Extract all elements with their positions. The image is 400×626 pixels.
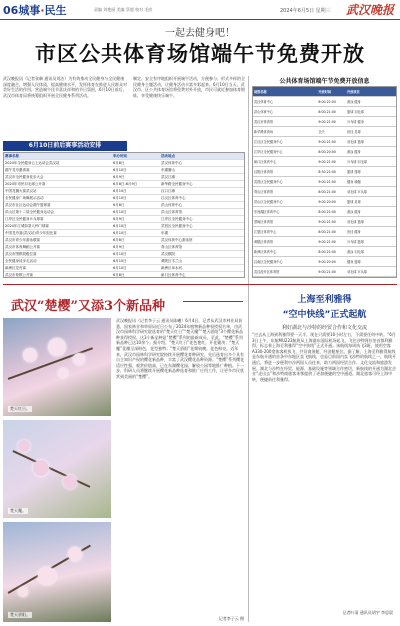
schedule-table-cell: 武汉体育中心游泳馆 (161, 238, 193, 242)
venue-table-header-cell: 场馆名称 (254, 90, 267, 94)
venue-table-row (253, 157, 396, 167)
venue-table-cell: 9:00-21:00 (318, 180, 336, 184)
schedule-table-row (4, 223, 244, 230)
venue-table-cell: 9:00-21:00 (318, 220, 336, 224)
venue-table-cell: 8:00-20:00 (318, 150, 336, 154)
flight-article-header (252, 292, 397, 331)
schedule-table-cell: 6月10日 (113, 210, 127, 214)
schedule-table-cell: 武昌区全民健身中心 (161, 224, 193, 228)
cherry-photo-1 (3, 318, 111, 416)
schedule-table-cell: 武汉市青少年游泳联赛 (5, 238, 40, 242)
venue-table-cell: 健身 篮球 (346, 260, 361, 264)
venue-table-cell: 羽毛球 乒乓球 (346, 190, 368, 194)
schedule-table-cell: 6月10日 (113, 168, 127, 172)
cherry-article-title: 武汉“楚樱”又添3个新品种 (11, 299, 166, 314)
schedule-table-cell: 2024年市民羽毛球公开赛 (5, 182, 46, 186)
venue-table-cell: 游泳 羽毛球 (346, 250, 364, 254)
schedule-table-cell: 6月10日 (113, 266, 127, 270)
venue-table-cell: 篮球 排球 (346, 170, 361, 174)
schedule-table-cell: 黄陂区木兰山 (161, 259, 182, 263)
schedule-table-row (4, 237, 244, 244)
schedule-table-row (4, 244, 244, 251)
venue-table-cell: 武汉体育中心 (254, 100, 274, 104)
column-divider (248, 76, 249, 622)
venue-table-cell: 武汉经开区体育馆 (254, 270, 280, 274)
schedule-table-header-cell: 赛事名称 (5, 154, 19, 158)
schedule-table-cell: 新洲区举水河 (161, 266, 182, 270)
venue-table-cell: 江岸区全民健身中心 (254, 150, 283, 154)
venue-table-cell: 6:00-22:00 (318, 100, 336, 104)
venue-table-cell: 9:00-20:00 (318, 260, 336, 264)
venue-table-row (253, 267, 396, 277)
schedule-table-cell: 中国龙舟赛(武汉站)青少年组比赛 (5, 231, 57, 235)
schedule-table-row (4, 251, 244, 258)
venue-table-row (253, 177, 396, 187)
venue-table-cell: 羽毛球 乒乓球 (346, 270, 368, 274)
flight-title-line2: “空中快线”正式起航 (282, 310, 367, 320)
venue-table-row (253, 217, 396, 227)
venue-table-row (253, 227, 396, 237)
schedule-table-row (4, 265, 244, 272)
venue-table-cell: 9:00-21:00 (318, 240, 336, 244)
photo-caption-1: 楚天红日。 (10, 406, 30, 411)
venue-table-cell: 游泳 健身 (346, 100, 361, 104)
schedule-table-cell: 江岸区全民健身乒乓球赛 (5, 217, 44, 221)
section-name: 城事 (18, 4, 41, 17)
schedule-table-cell: 江汉区体育中心 (161, 196, 186, 200)
venue-table-cell: 武昌区全民健身中心 (254, 180, 283, 184)
section-separator: · (40, 4, 45, 17)
venue-table-cell: 8:00-21:00 (318, 210, 336, 214)
schedule-table (3, 152, 245, 278)
schedule-table-cell: 洪山体育中心 (161, 203, 182, 207)
schedule-table-cell: 6月9日 (113, 245, 125, 249)
photo-credit: 记者李子云 摄 (218, 616, 244, 622)
lead-body-col2: 制定、安全有序地组织开展端午活动，方便参与、形式多样的全民健身主题活动，让健身活动丰富多彩起来。6月10日当天，武汉市、区公共体育场馆将免费对外开放，市民可就近参加体育锻炼，享受健康快乐端午。 (133, 76, 245, 98)
schedule-table-row (4, 167, 244, 174)
schedule-table-cell: 武汉市象棋公开赛 (5, 273, 33, 277)
venue-table-cell: 羽毛球 篮球 (346, 140, 364, 144)
schedule-table-cell: 新华路全民健身中心 (161, 182, 193, 186)
venue-table-cell: 江汉区全民健身中心 (254, 140, 283, 144)
venue-table-row (253, 207, 396, 217)
venue-table-cell: 8:00-21:00 (318, 230, 336, 234)
venue-table-cell: 乒乓球 健身 (346, 120, 364, 124)
schedule-table-cell: 6月8日-6月9日 (113, 182, 138, 186)
schedule-table-cell: 硚口区体育中心 (161, 273, 186, 277)
lead-headline: 市区公共体育场馆端午节免费开放 (35, 42, 365, 66)
venue-table-cell: 8:00-21:00 (318, 110, 336, 114)
schedule-table-cell: 新洲区龙舟赛 (5, 266, 26, 270)
venue-table-cell: 羽毛球 篮球 (346, 220, 364, 224)
schedule-table-row (4, 181, 244, 188)
venue-table-cell: 田径 足球 (346, 130, 361, 134)
schedule-table-header-cell: 活动地点 (161, 154, 175, 158)
section-rule (3, 284, 397, 285)
schedule-table-row (4, 230, 244, 237)
schedule-table-cell: 汉口江滩 (161, 189, 175, 193)
venue-table-row (253, 117, 396, 127)
venue-table-cell: 8:00-21:00 (318, 250, 336, 254)
photo-caption-3: 楚天骄阳。 (10, 612, 30, 617)
venue-table-row (253, 247, 396, 257)
schedule-table-cell: 6月10日 (113, 189, 127, 193)
venue-table-cell: 洪山区全民健身中心 (254, 200, 283, 204)
schedule-table-cell: 东湖磨山 (161, 168, 175, 172)
venue-table (252, 86, 397, 278)
flight-subtitle: 利好湖北与沙特的经贸合作和文化交流 (281, 325, 367, 331)
schedule-title: 6月10日前后赛事活动安排 (3, 141, 127, 151)
section-name-2: 民生 (44, 4, 67, 17)
flight-title-line1: 上海至利雅得 (297, 295, 352, 305)
venue-table-cell: 黄陂区体育馆 (254, 240, 274, 244)
venue-table-cell: 江夏区体育中心 (254, 230, 277, 234)
flight-byline: 记者叶清 通讯员胡宇 李思晨 (342, 610, 393, 616)
schedule-table-cell: 6月10日 (113, 224, 127, 228)
venue-table-header-cell: 开放项目 (346, 90, 360, 94)
schedule-table-row (4, 202, 244, 209)
venue-table-row (253, 147, 396, 157)
venue-table-cell: 硚口区体育中心 (254, 160, 277, 164)
section-tag (3, 2, 67, 18)
venue-table-cell: 乒乓球 羽毛球 (346, 160, 368, 164)
venue-table-cell: 9:00-21:00 (318, 160, 336, 164)
schedule-table-cell: 6月8日 (113, 203, 125, 207)
venue-table-row (253, 137, 396, 147)
cherry-photo-3 (3, 522, 111, 622)
venue-table-cell: 汉南区全民健身中心 (254, 260, 283, 264)
venue-table-header-row (253, 87, 396, 97)
schedule-table-cell: 洪山区第十二届全民健身运动会 (5, 210, 54, 214)
photo-caption-2: 楚天魔。 (10, 508, 26, 513)
cherry-article-body (116, 318, 246, 624)
page-number: 06 (3, 4, 19, 17)
schedule-table-cell: 全民健身徒步走活动 (5, 259, 37, 263)
venue-table-cell: 汉阳区体育馆 (254, 170, 274, 174)
venue-table-cell: 乒乓球 篮球 (346, 240, 364, 244)
cherry-article-header (3, 292, 245, 312)
schedule-table-row (4, 258, 244, 265)
schedule-table-cell: 6月10日 (113, 196, 127, 200)
venue-table-row (253, 167, 396, 177)
publication-date: 2024年6月5日 星期三 (280, 8, 331, 14)
schedule-table-cell: 6月8日 (113, 161, 125, 165)
venue-table-cell: 篮球 足球 (346, 200, 361, 204)
schedule-table-cell: 武汉江滩 (161, 175, 175, 179)
schedule-table-cell: 武汉市全民健身徒步大会 (5, 175, 44, 179)
venue-table-cell: 篮球 羽毛球 (346, 110, 364, 114)
schedule-table-cell: 东湖 (161, 231, 168, 235)
schedule-table-cell: 6月8日 (113, 238, 125, 242)
venue-table-cell: 新洲区体育中心 (254, 250, 277, 254)
venue-table-row (253, 127, 396, 137)
venue-table-cell: 洪山体育中心 (254, 110, 274, 114)
schedule-table-row (4, 174, 244, 181)
venue-table-title: 公共体育场馆端午节免费开放信息 (279, 78, 370, 85)
lead-kicker: 一起去健身吧！ (165, 28, 235, 39)
schedule-table-cell: 6月9日 (113, 217, 125, 221)
schedule-table-cell: 青山区体育馆 (161, 245, 182, 249)
venue-table-row (253, 187, 396, 197)
venue-table-cell: 9:00-20:00 (318, 200, 336, 204)
venue-table-cell: 全天 (318, 130, 325, 134)
venue-table-cell: 蔡甸区体育馆 (254, 220, 274, 224)
venue-table-cell: 游泳 健身 (346, 210, 361, 214)
venue-table-cell: 9:00-21:00 (318, 140, 336, 144)
schedule-table-header-cell: 举办时间 (113, 154, 127, 158)
venue-table-cell: 8:00-21:00 (318, 190, 336, 194)
schedule-table-row (4, 188, 244, 195)
masthead (0, 0, 400, 20)
schedule-table-cell: 6月8日 (113, 273, 125, 277)
title-ornament (183, 301, 243, 302)
flight-article-body (252, 332, 397, 618)
schedule-table-cell: 洪山区体育馆 (161, 210, 182, 214)
venue-table-header-cell: 开放时间 (318, 90, 332, 94)
schedule-table-row (4, 160, 244, 167)
schedule-table-cell: 江岸区全民健身中心 (161, 217, 193, 221)
schedule-table-row (4, 209, 244, 216)
schedule-table-row (4, 272, 244, 278)
schedule-table-header-row (4, 153, 244, 160)
schedule-table-cell: 2024年全民健身云上运动会武汉站 (5, 161, 60, 165)
venue-table-cell: 8:30-21:00 (318, 170, 336, 174)
schedule-table-cell: 武汉体育中心 (161, 161, 182, 165)
venue-table-row (253, 107, 396, 117)
schedule-table-cell: 端午龙舟邀请赛 (5, 168, 30, 172)
schedule-table-row (4, 216, 244, 223)
venue-table-cell: 东西湖区体育中心 (254, 210, 280, 214)
schedule-table-cell: 中国龙狮大赛武汉站 (5, 189, 37, 193)
cherry-photo-2 (3, 420, 111, 518)
schedule-table-cell: 6月10日 (113, 259, 127, 263)
schedule-table-cell: 2024年江城如茶人杯门球赛 (5, 224, 49, 228)
venue-table-cell: 新华路体育场 (254, 130, 274, 134)
schedule-table-cell: 武汉市围棋段级位赛 (5, 252, 37, 256)
schedule-table-cell: 武汉棋院 (161, 252, 175, 256)
flight-article-text: “过去从上海到利雅得要一天半，现在只需要10小时左右，不需要任何中转。”6月3日上午，东航MU223航班从上海浦东国际机场起飞，飞往沙特阿拉伯首都利雅得，标志着上海至利雅得“空中快线”正式开通。该航线每周执飞3班，使用空客A330-200宽体客机执飞，共设商务舱、经济舱座位。据了解，上海至利雅得航线是东航开通的首条中东地区直飞航线，也是目前国内直飞沙特的航线之一。航线开通后，将进一步便利中沙两国人员往来，助力两国经贸合作、文化交流和旅游发展。湖北与沙特在经贸、能源、基础设施等领域合作密切，新航线的开通为湖北企业“走出去”和沙特商旅客来鄂提供了更加便捷的空中通道。湖北旅客可经上海中转，便捷前往利雅得。 (252, 332, 396, 382)
venue-table-cell: 9:00-21:00 (318, 270, 336, 274)
newspaper-logo: 武汉晚报 (345, 3, 394, 17)
venue-table-cell: 游泳 健身 (346, 150, 361, 154)
venue-table-row (253, 237, 396, 247)
schedule-table-cell: 武汉市体育舞蹈公开赛 (5, 245, 40, 249)
cherry-article-text: 武汉晚报讯（记者李子云 通讯员陈曦）6月4日，记者从武汉市林业局获悉，国家林业和草原局近日公布了2024年植物新品种权授权名单，由武汉市园林科学研究院选育的“楚天红日”“楚天魔”“楚天骄阳”3个樱花新品种获得授权。这3个新品种是“楚樱”系列的最新成员，至此，“楚樱”系列新品种已达10余个。据介绍，“楚天红日”花色艳红，开花繁茂；“楚天魔”花瓣呈深粉色，花型独特；“楚天骄阳”花期较晚，花色鲜亮。近年来，武汉市园林科学研究院持续开展樱花育种研究，先后选育出多个具有自主知识产权的樱花新品种，丰富了武汉樱花品种资源。“楚樱”系列樱花适应性强，观赏价值高，已在东湖樱花园、解放公园等地推广种植。下一步，科研人员将继续开展樱花新品种选育和推广应用工作，让更多市民欣赏到美丽的“楚樱”。 (116, 318, 245, 379)
venue-table-cell: 9:00-21:00 (318, 120, 336, 124)
venue-table-cell: 健身 瑜伽 (346, 180, 361, 184)
schedule-table-cell: 武汉市社区运动会端午篮球赛 (5, 203, 51, 207)
venue-table-cell: 武汉市体育馆 (254, 120, 274, 124)
venue-table-row (253, 97, 396, 107)
schedule-table-cell: 6月9日 (113, 175, 125, 179)
venue-table-row (253, 257, 396, 267)
venue-table-row (253, 197, 396, 207)
schedule-table-cell: 6月10日 (113, 252, 127, 256)
schedule-table-cell: 6月10日 (113, 231, 127, 235)
lead-body-col1: 武汉晚报讯（记者张琳 通讯员刘洁）为有效推动全民健身与全民健康深度融合，增强人民体质，提高健康水平，发挥体育在推进人民群众对美好生活的作用，营造端午佳节喜庆祥和的节日氛围，6月10日前后，武汉市体育局将统筹组织开展全民健身系列活动。 (3, 76, 127, 98)
editors-line: 责编 刘艳丽 美编 蔡超 校对 毛欣 (94, 7, 153, 12)
venue-table-cell: 田径 健身 (346, 230, 361, 234)
venue-table-cell: 青山区体育馆 (254, 190, 274, 194)
schedule-table-cell: 全民健身广场舞展示活动 (5, 196, 44, 200)
schedule-table-row (4, 195, 244, 202)
